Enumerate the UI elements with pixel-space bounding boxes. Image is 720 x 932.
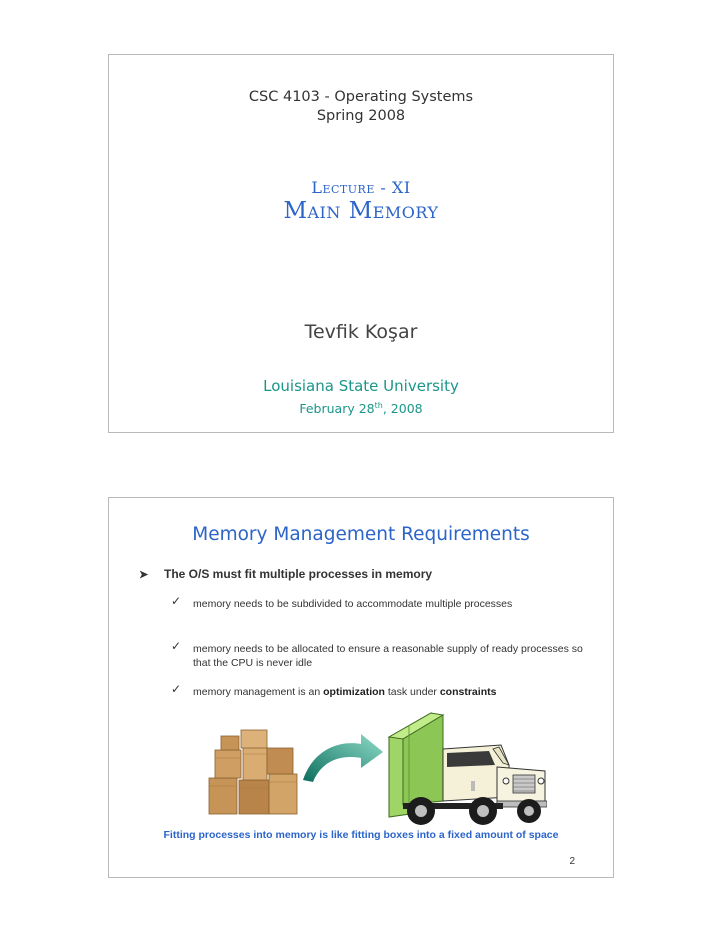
slide-1	[108, 54, 614, 433]
sub-bullet-text	[171, 685, 591, 699]
checkmark-icon: ✓	[171, 594, 182, 608]
university-name: Louisiana State University	[263, 377, 459, 395]
slide-title: Memory Management Requirements	[192, 524, 530, 545]
page-number: 2	[569, 856, 575, 867]
sub-bullet-2	[171, 639, 591, 670]
text-run: memory management is an	[193, 686, 324, 698]
sub-bullet-1	[171, 594, 591, 611]
main-bullet	[139, 567, 432, 581]
image-caption: Fitting processes into memory is like fitting boxes into a fixed amount of space	[163, 829, 559, 841]
text-run: task under	[384, 686, 440, 698]
checkmark-icon: ✓	[171, 639, 182, 653]
delivery-truck-image	[385, 705, 547, 827]
author-name: Tevfik Koşar	[304, 321, 418, 343]
date-prefix: February 28	[299, 401, 375, 417]
course-title-block	[109, 88, 613, 126]
lecture-number: Lecture - XI	[311, 178, 411, 197]
arrow-bullet-icon: ➤	[139, 569, 149, 581]
sub-bullet-text: memory needs to be allocated to ensure a reasonable supply of ready processes so that the CPU is never idle	[193, 643, 583, 669]
main-bullet-text: The O/S must fit multiple processes in memory	[164, 567, 433, 581]
emphasis-optimization: optimization	[323, 686, 385, 698]
lecture-date	[109, 401, 613, 416]
lecture-title: Main Memory	[283, 198, 439, 224]
date-suffix: , 2008	[382, 401, 423, 417]
sub-bullet-text: memory needs to be subdivided to accommodate multiple processes	[193, 598, 513, 610]
course-term: Spring 2008	[316, 108, 406, 124]
slide-2	[108, 497, 614, 878]
date-superscript: th	[374, 401, 383, 410]
course-name: CSC 4103 - Operating Systems	[248, 89, 474, 105]
checkmark-icon: ✓	[171, 682, 182, 696]
curved-arrow-icon	[299, 730, 385, 784]
cardboard-boxes-image	[205, 728, 301, 818]
emphasis-constraints: constraints	[439, 686, 497, 698]
sub-bullet-3	[171, 682, 591, 699]
